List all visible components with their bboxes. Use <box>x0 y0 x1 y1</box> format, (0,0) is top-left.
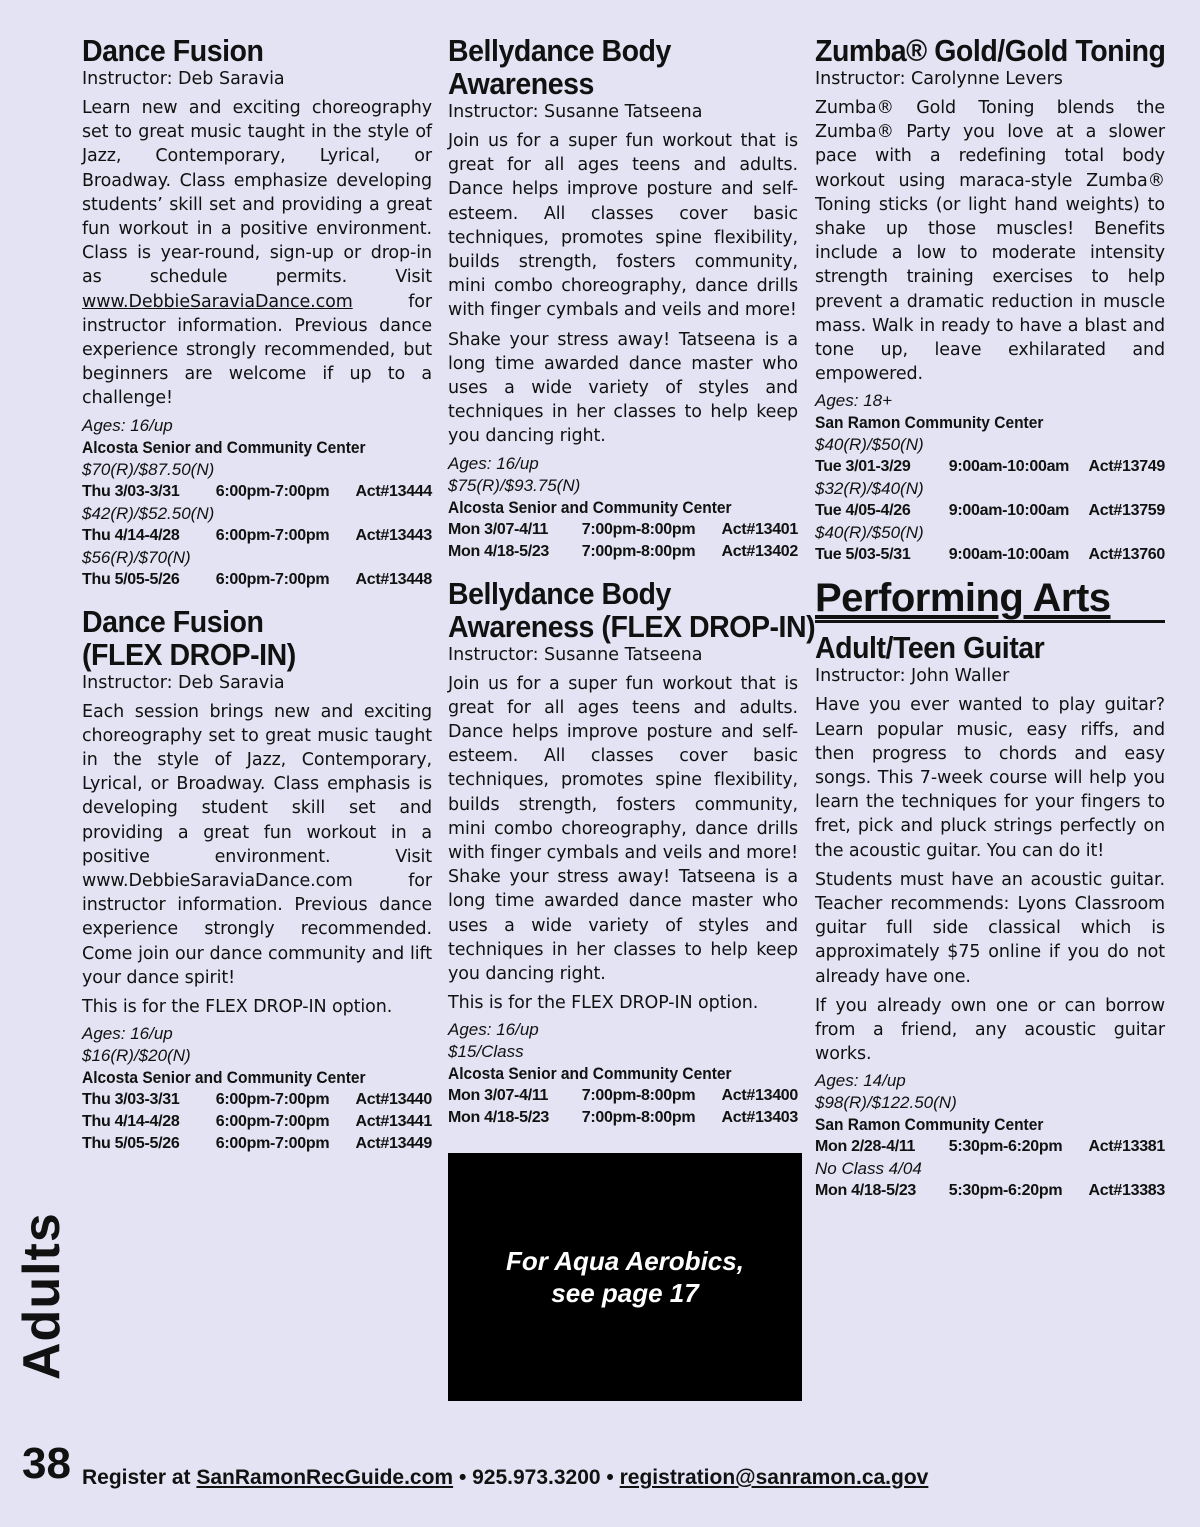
footer-email-link[interactable]: registration@sanramon.ca.gov <box>619 1466 929 1489</box>
session-row <box>82 1133 432 1155</box>
activity-number: Act#13383 <box>1088 1182 1165 1200</box>
session-time: 6:00pm-7:00pm <box>215 1091 330 1109</box>
session-row <box>82 1089 432 1111</box>
session-date: Thu 5/05-5/26 <box>82 1135 180 1153</box>
flex-note: This is for the FLEX DROP-IN option. <box>448 993 759 1014</box>
activity-number: Act#13448 <box>355 570 432 588</box>
class-description: Learn new and exciting choreography set to great music taught in the style of Jazz, Contemporary, Lyrical, or Broadway. Class emphasize developing students’ skill set and providing a great fun workout in a positive environment. Class is year-round, sign-up or drop-in as schedule permits. Visit www.DebbieSaraviaDance.com for instructor information. Previous dance experience strongly recommended, but beginners are welcome if up to a challenge! <box>82 98 432 409</box>
activity-number: Act#13443 <box>355 526 432 544</box>
session-row <box>815 500 1165 522</box>
price: $42(R)/$52.50(N) <box>82 503 215 523</box>
activity-number: Act#13401 <box>721 520 798 538</box>
location: San Ramon Community Center <box>815 414 1044 433</box>
footer-phone: • 925.973.3200 • <box>453 1466 620 1489</box>
session-row <box>815 456 1165 478</box>
class-title: Dance Fusion <box>82 603 264 639</box>
class-title: Bellydance Body <box>448 33 671 68</box>
session-row <box>82 569 432 591</box>
activity-number: Act#13449 <box>355 1135 432 1153</box>
session-time: 9:00am-10:00am <box>948 458 1070 476</box>
class-title: Zumba® Gold/Gold Toning <box>815 33 1166 68</box>
session-date: Tue 3/01-3/29 <box>815 458 911 476</box>
activity-number: Act#13400 <box>721 1087 798 1105</box>
class-title-line2: Awareness (FLEX DROP-IN) <box>448 608 816 644</box>
activity-number: Act#13381 <box>1088 1138 1165 1156</box>
session-time: 5:30pm-6:20pm <box>948 1138 1063 1156</box>
session-time: 7:00pm-8:00pm <box>581 1109 696 1127</box>
session-row <box>448 1107 798 1129</box>
activity-number: Act#13441 <box>355 1113 432 1131</box>
price: $15/Class <box>448 1042 524 1062</box>
instructor: Instructor: Susanne Tatseena <box>448 102 703 122</box>
session-row <box>815 1180 1165 1202</box>
class-title: Adult/Teen Guitar <box>815 630 1045 666</box>
price: $16(R)/$20(N) <box>82 1046 191 1066</box>
location: Alcosta Senior and Community Center <box>82 438 366 457</box>
session-date: Thu 3/03-3/31 <box>82 482 180 500</box>
section-side-tab: Adults <box>13 1212 71 1380</box>
activity-number: Act#13759 <box>1088 502 1165 520</box>
session-row <box>448 1085 798 1107</box>
activity-number: Act#13440 <box>355 1091 432 1109</box>
no-class-note: No Class 4/04 <box>815 1159 922 1179</box>
price: $98(R)/$122.50(N) <box>815 1093 957 1113</box>
session-row <box>82 525 432 547</box>
session-date: Mon 4/18-5/23 <box>448 542 550 560</box>
ages: Ages: 14/up <box>815 1071 906 1091</box>
class-title: Bellydance Body <box>448 575 671 611</box>
price: $56(R)/$70(N) <box>82 547 191 567</box>
class-description: Zumba® Gold Toning blends the Zumba® Party you love at a slower pace with a redefining total body workout using maraca-style Zumba® Toning sticks (or light hand weights) to shake up those muscles! Benefits include a low to moderate intensity strength training exercises to help prevent a dramatic reduction in muscle mass. Walk in ready to have a blast and tone up, leave exhilarated and empowered. <box>815 98 1165 385</box>
instructor: Instructor: Deb Saravia <box>82 672 285 693</box>
instructor: Instructor: Susanne Tatseena <box>448 644 703 665</box>
session-row <box>82 481 432 503</box>
activity-number: Act#13760 <box>1088 546 1165 564</box>
class-description: Join us for a super fun workout that is great for all ages teens and adults. Dance helps improve posture and self-esteem. All classes cover basic techniques, promotes spine flexibility, builds strength, fosters community, mini combo choreography, dance drills with finger cymbals and veils and more! <box>448 131 798 321</box>
column-2 <box>448 33 816 1129</box>
instructor: Instructor: Carolynne Levers <box>815 69 1063 89</box>
session-date: Mon 3/07-4/11 <box>448 1087 549 1105</box>
session-date: Thu 4/14-4/28 <box>82 1113 180 1131</box>
session-time: 9:00am-10:00am <box>948 546 1070 564</box>
session-date: Mon 3/07-4/11 <box>448 520 549 538</box>
class-title-line2: Awareness <box>448 66 594 101</box>
column-3 <box>815 34 1165 1202</box>
session-date: Mon 2/28-4/11 <box>815 1138 916 1156</box>
session-time: 6:00pm-7:00pm <box>215 526 330 544</box>
flex-note: This is for the FLEX DROP-IN option. <box>82 997 393 1018</box>
class-description: Each session brings new and exciting choreography set to great music taught in the style of Jazz, Contemporary, Lyrical, or Broadway. Class emphasis is developing student skill set and providing a great fun workout in a positive environment. Visit www.DebbieSaraviaDance.com for instructor information. Previous dance experience strongly recommended. Come join our dance community and lift your dance spirit! <box>82 701 432 988</box>
session-date: Thu 5/05-5/26 <box>82 570 180 588</box>
class-description-3: If you already own one or can borrow from a friend, any acoustic guitar works. <box>815 995 1165 1065</box>
price: $70(R)/$87.50(N) <box>82 459 215 479</box>
price: $75(R)/$93.75(N) <box>448 475 581 495</box>
ages: Ages: 16/up <box>448 1020 539 1040</box>
location: Alcosta Senior and Community Center <box>448 1065 732 1084</box>
footer <box>82 1465 928 1491</box>
session-date: Thu 4/14-4/28 <box>82 526 180 544</box>
callout-line-2: see page 17 <box>551 1278 699 1308</box>
section-heading: Performing Arts <box>815 576 1165 623</box>
activity-number: Act#13402 <box>721 542 798 560</box>
aqua-aerobics-callout <box>448 1153 802 1401</box>
ages: Ages: 16/up <box>82 1024 173 1044</box>
session-time: 7:00pm-8:00pm <box>581 520 696 538</box>
session-date: Mon 4/18-5/23 <box>815 1182 917 1200</box>
ages: Ages: 16/up <box>448 453 539 473</box>
page-number: 38 <box>22 1439 71 1488</box>
class-title: Dance Fusion <box>82 33 264 68</box>
ages: Ages: 18+ <box>815 391 893 411</box>
session-time: 6:00pm-7:00pm <box>215 1135 330 1153</box>
session-time: 6:00pm-7:00pm <box>215 570 330 588</box>
session-date: Mon 4/18-5/23 <box>448 1109 550 1127</box>
activity-number: Act#13403 <box>721 1109 798 1127</box>
session-time: 7:00pm-8:00pm <box>581 1087 696 1105</box>
session-row <box>815 1136 1165 1158</box>
session-date: Tue 4/05-4/26 <box>815 502 911 520</box>
instructor-website-link[interactable]: www.DebbieSaraviaDance.com <box>82 291 353 312</box>
activity-number: Act#13749 <box>1088 458 1165 476</box>
location: San Ramon Community Center <box>815 1116 1044 1135</box>
price: $40(R)/$50(N) <box>815 435 924 455</box>
price: $40(R)/$50(N) <box>815 523 924 543</box>
callout-line-1: For Aqua Aerobics, <box>506 1246 744 1276</box>
activity-number: Act#13444 <box>355 482 432 500</box>
session-time: 6:00pm-7:00pm <box>215 482 330 500</box>
ages: Ages: 16/up <box>82 415 173 435</box>
session-date: Tue 5/03-5/31 <box>815 546 911 564</box>
column-1 <box>82 34 432 1155</box>
class-description-2: Shake your stress away! Tatseena is a long time awarded dance master who uses a wide variety of styles and techniques in her classes to help keep you dancing right. <box>448 329 798 447</box>
footer-prefix: Register at <box>82 1466 197 1489</box>
session-row <box>82 1111 432 1133</box>
location: Alcosta Senior and Community Center <box>82 1069 366 1088</box>
session-row <box>448 541 798 563</box>
location: Alcosta Senior and Community Center <box>448 498 732 517</box>
class-description: Have you ever wanted to play guitar? Learn popular music, easy riffs, and then progress to chords and easy songs. This 7-week course will help you learn the techniques for your fingers to fret, pick and pluck strings perfectly on the acoustic guitar. You can do it! <box>815 695 1165 861</box>
class-title-line2: (FLEX DROP-IN) <box>82 636 296 672</box>
session-time: 5:30pm-6:20pm <box>948 1182 1063 1200</box>
instructor: Instructor: Deb Saravia <box>82 69 285 89</box>
session-time: 6:00pm-7:00pm <box>215 1113 330 1131</box>
session-row <box>448 519 798 541</box>
instructor: Instructor: John Waller <box>815 666 1010 687</box>
footer-website-link[interactable]: SanRamonRecGuide.com <box>196 1466 454 1489</box>
class-description-2: Students must have an acoustic guitar. Teacher recommends: Lyons Classroom guitar full side classical which is approximately $75 online if you do not already have one. <box>815 869 1165 987</box>
session-time: 7:00pm-8:00pm <box>581 542 696 560</box>
class-description: Join us for a super fun workout that is great for all ages teens and adults. Dance helps improve posture and self-esteem. All classes cover basic techniques, promotes spine flexibility, builds strength, fosters community, mini combo choreography, dance drills with finger cymbals and veils and more! Shake your stress away! Tatseena is a long time awarded dance master who uses a wide variety of styles and techniques in her classes to help keep you dancing right. <box>448 673 798 985</box>
session-time: 9:00am-10:00am <box>948 502 1070 520</box>
price: $32(R)/$40(N) <box>815 479 924 499</box>
session-date: Thu 3/03-3/31 <box>82 1091 180 1109</box>
session-row <box>815 544 1165 566</box>
